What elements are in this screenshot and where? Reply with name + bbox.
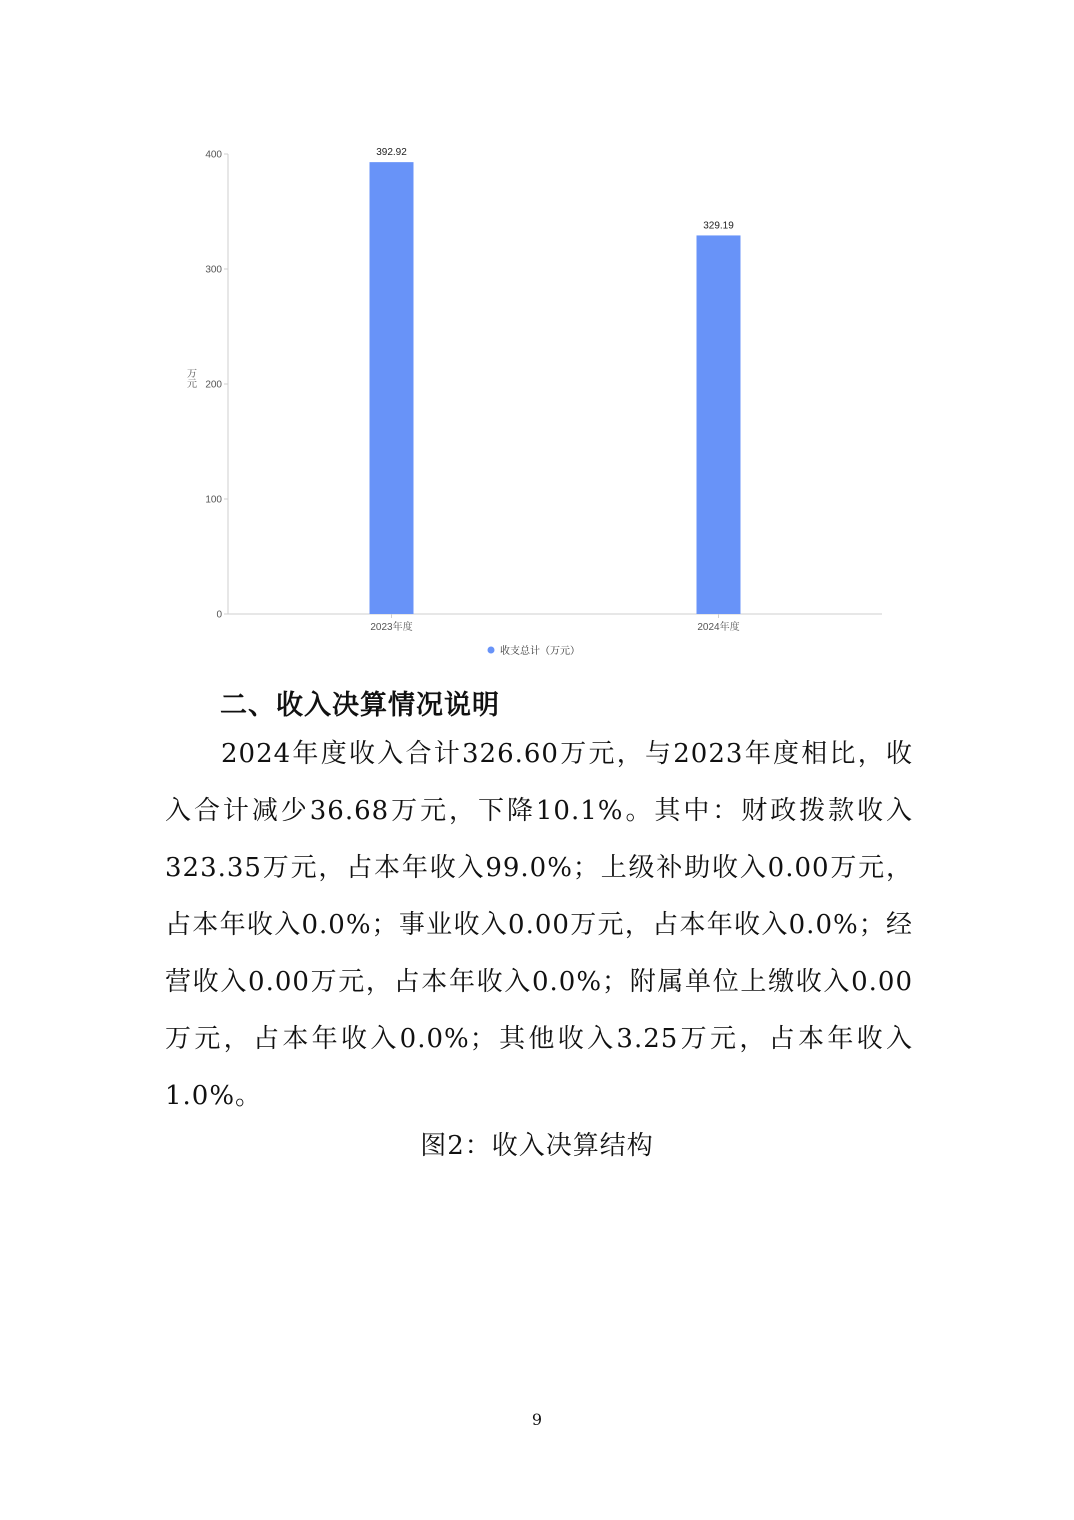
x-tick-label: 2024年度 [697,622,740,633]
y-tick-label: 0 [216,609,222,621]
y-tick-label: 400 [205,149,222,161]
bar-value-label: 392.92 [376,147,407,159]
y-tick-label: 300 [205,264,222,276]
bars [370,147,741,614]
y-axis [205,150,228,621]
y-tick-label: 200 [205,379,222,391]
bar-2023年度 [370,162,414,614]
y-axis-label: 万元 [184,368,196,388]
x-axis [228,614,882,633]
figure-caption: 图2：收入决算结构 [420,1131,654,1161]
x-tick-label: 2023年度 [370,622,413,633]
page-number: 9 [531,1410,543,1429]
income-description-paragraph: 2024年度收入合计326.60万元，与2023年度相比，收入合计减少36.68万元，下降10.1%。其中：财政拨款收入323.35万元，占本年收入99.0%；上级补助收入0.00万元，占本年收入0.0%；事业收入0.00万元，占本年收入0.0%；经营收入0.00万元，占本年收入0.0%；附属单位上缴收入0.00万元，占本年收入0.0%；其他收入3.25万元，占本年收入1.0%。 [165,739,913,1111]
section-heading: 二、收入决算情况说明 [220,690,500,721]
legend-marker [488,647,495,654]
legend [488,644,581,657]
bar-value-label: 329.19 [703,220,734,232]
y-tick-label: 100 [205,494,222,506]
income-expense-bar-chart [170,130,900,670]
bar-2024年度 [697,235,741,614]
legend-label: 收支总计（万元） [500,646,580,657]
